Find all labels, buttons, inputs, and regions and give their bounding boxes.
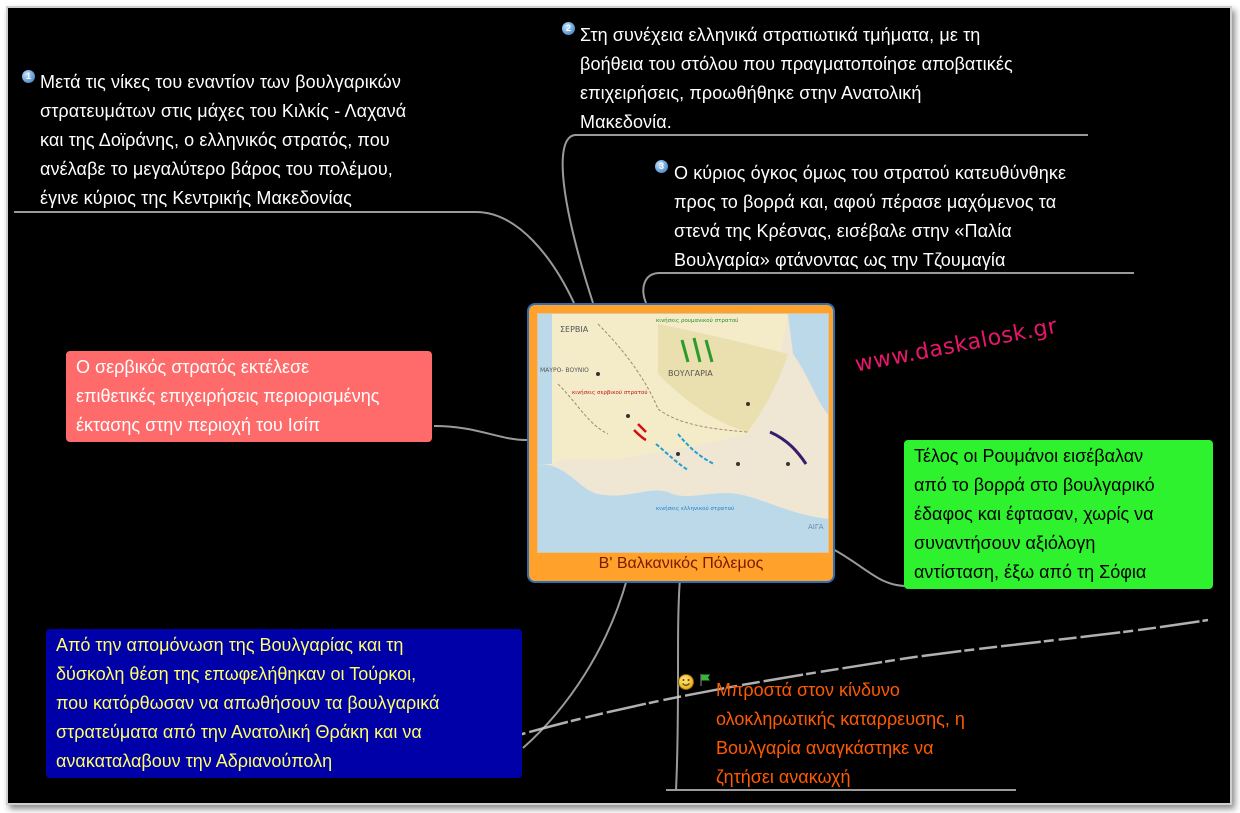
map-label-montenegro: ΜΑΥΡΟ- ΒΟΥΝΙΟ bbox=[540, 367, 589, 374]
topic-3-line: Βουλγαρία» φτάνοντας ως την Τζουμαγία bbox=[674, 250, 1006, 270]
serbian-line: Ο σερβικός στρατός εκτέλεσε bbox=[76, 357, 310, 377]
armistice-line: ζητήσει ανακωχή bbox=[716, 767, 851, 787]
mind-map-canvas bbox=[6, 6, 1232, 805]
romanian-line: έδαφος και έφτασαν, χωρίς να bbox=[914, 504, 1154, 524]
romanian-army-topic[interactable] bbox=[904, 440, 1213, 589]
turkish-line: δύσκολη θέση της επωφελήθηκαν οι Τούρκοι, bbox=[56, 664, 417, 684]
romanian-line: συναντήσουν αξιόλογη bbox=[914, 533, 1096, 553]
map-label-bulgaria: ΒΟΥΛΓΑΡΙΑ bbox=[668, 369, 713, 378]
armistice-topic[interactable] bbox=[716, 676, 965, 792]
romanian-line: από το βορρά στο βουλγαρικό bbox=[914, 475, 1155, 495]
balkan-war-map-image bbox=[537, 313, 829, 553]
topic-2[interactable] bbox=[580, 21, 1013, 137]
turkish-line: Από την απομόνωση της Βουλγαρίας και τη bbox=[56, 635, 404, 655]
topic-2-line: Στη συνέχεια ελληνικά στρατιωτικά τμήματα, με τη bbox=[580, 25, 981, 45]
topic-1-line: στρατευμάτων στις μάχες του Κιλκίς - Λαχανά bbox=[40, 101, 407, 121]
romanian-line: αντίσταση, έξω από τη Σόφια bbox=[914, 562, 1147, 582]
topic-1-line: ανέλαβε το μεγαλύτερο βάρος του πολέμου, bbox=[40, 159, 393, 179]
topic-3-line: προς το βορρά και, αφού πέρασε μαχόμενος τα bbox=[674, 192, 1057, 212]
central-topic-title: Β' Βαλκανικός Πόλεμος bbox=[598, 555, 764, 572]
map-drawing bbox=[538, 314, 828, 552]
serbian-line: επιθετικές επιχειρήσεις περιορισμένης bbox=[76, 386, 380, 406]
armistice-line: Βουλγαρία αναγκάστηκε να bbox=[716, 738, 934, 758]
turkish-line: ανακαταλαβουν την Αδριανούπολη bbox=[56, 751, 333, 771]
turkish-army-topic[interactable] bbox=[46, 629, 522, 778]
topic-1-line: και της Δοϊράνης, ο ελληνικός στρατός, που bbox=[40, 130, 390, 150]
serbian-line: έκτασης στην περιοχή του Ισίπ bbox=[76, 415, 321, 435]
central-topic[interactable] bbox=[527, 303, 835, 583]
topic-1-line: Μετά τις νίκες του εναντίον των βουλγαρικών bbox=[40, 72, 401, 92]
topic-number-2-icon: 2 bbox=[562, 22, 575, 35]
topic-number-3-icon: 3 bbox=[655, 160, 668, 173]
smiley-icon bbox=[678, 674, 694, 690]
topic-number-1-icon: 1 bbox=[22, 70, 35, 83]
romanian-line: Τέλος οι Ρουμάνοι εισέβαλαν bbox=[914, 446, 1144, 466]
armistice-line: Μπροστά στον κίνδυνο bbox=[716, 680, 900, 700]
watermark: www.daskalosk.gr bbox=[853, 313, 1060, 378]
armistice-line: ολοκληρωτικής καταρρευσης, η bbox=[716, 709, 965, 729]
turkish-line: που κατόρθωσαν να απωθήσουν τα βουλγαρικά bbox=[56, 693, 440, 713]
map-label-greek: κινήσεις ελληνικού στρατού bbox=[656, 506, 735, 512]
topic-2-line: βοήθεια του στόλου που πραγματοποίησε αποβατικές bbox=[580, 54, 1013, 74]
turkish-line: στρατεύματα από την Ανατολική Θράκη και να bbox=[56, 722, 422, 742]
topic-1[interactable] bbox=[40, 68, 406, 213]
topic-2-line: επιχειρήσεις, προωθήθηκε στην Ανατολική bbox=[580, 83, 922, 103]
topic-1-line: έγινε κύριος της Κεντρικής Μακεδονίας bbox=[40, 188, 352, 208]
map-label-serbia: ΣΕΡΒΙΑ bbox=[560, 325, 589, 334]
topic-2-line: Μακεδονία. bbox=[580, 112, 672, 132]
topic-3[interactable] bbox=[674, 159, 1066, 275]
map-label-aegean: ΑΙΓΑ bbox=[808, 523, 824, 531]
topic-3-line: στενά της Κρέσνας, εισέβαλε στην «Παλία bbox=[674, 221, 1012, 241]
map-label-serbian: κινήσεις σερβικού στρατού bbox=[572, 390, 648, 396]
serbian-army-topic[interactable] bbox=[66, 351, 432, 442]
topic-3-line: Ο κύριος όγκος όμως του στρατού κατευθύνθηκε bbox=[674, 163, 1067, 183]
flag-icon bbox=[700, 673, 712, 687]
map-label-romanian: κινήσεις ρουμανικού στρατού bbox=[656, 318, 739, 324]
